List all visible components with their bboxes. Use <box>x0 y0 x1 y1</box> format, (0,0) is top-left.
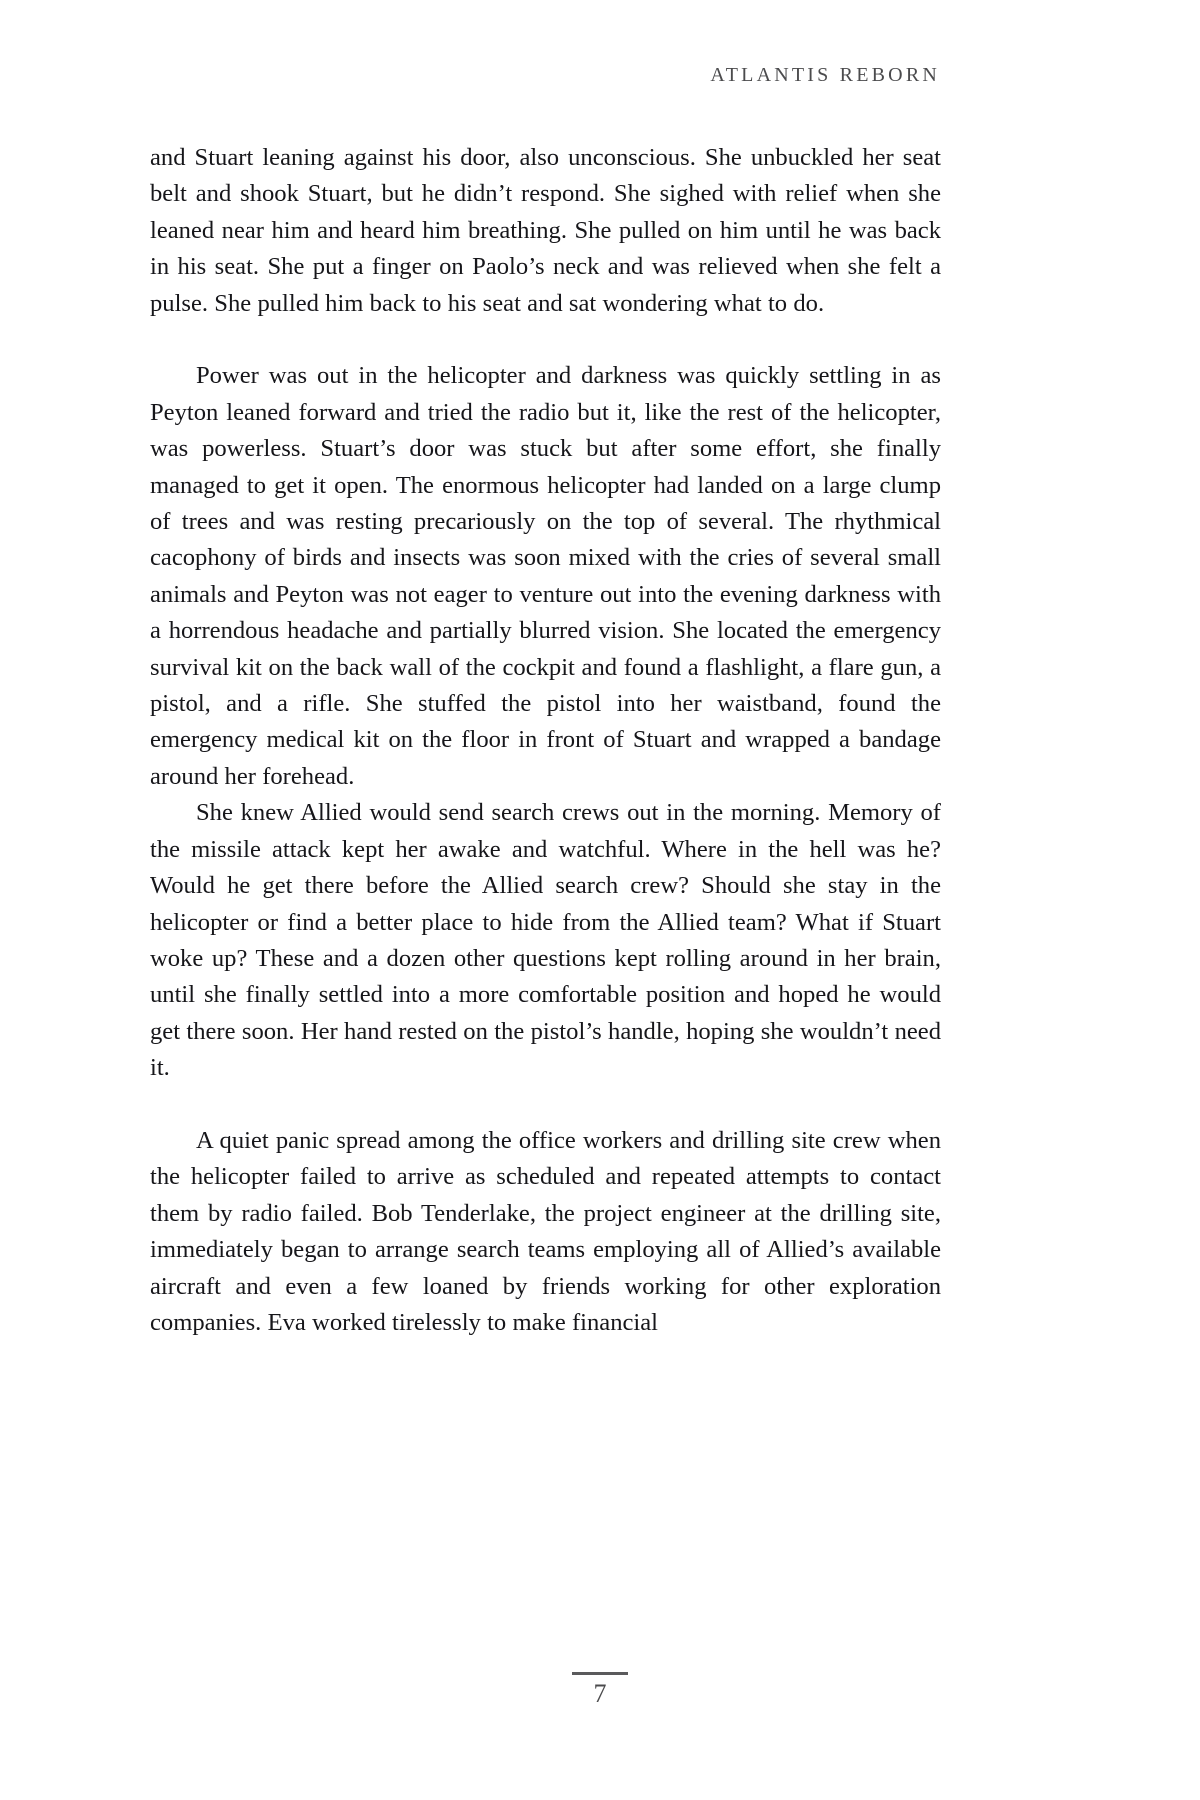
paragraph: She knew Allied would send search crews out in the morning. Memory of the missile attack kept her awake and watchful. Where in the hell was he? Would he get there before the Allied search crew? Should she stay in the helicopter or find a better place to hide from the Allied team? What if Stuart woke up? These and a dozen other questions kept rolling around in her brain, until she finally settled into a more comfortable position and hoped he would get there soon. Her hand rested on the pistol’s handle, hoping she wouldn’t need it. <box>150 799 941 1082</box>
footer-divider <box>572 1672 628 1675</box>
paragraph: and Stuart leaning against his door, also unconscious. She unbuckled her seat belt and shook Stuart, but he didn’t respond. She sighed with relief when she leaned near him and heard him breathing. She pulled on him until he was back in his seat. She put a finger on Paolo’s neck and was relieved when she felt a pulse. She pulled him back to his seat and sat wondering what to do. <box>150 144 941 317</box>
page-footer <box>0 1672 1200 1709</box>
paragraph: Power was out in the helicopter and darkness was quickly settling in as Peyton leaned forward and tried the radio but it, like the rest of the helicopter, was powerless. Stuart’s door was stuck but after some effort, she finally managed to get it open. The enormous helicopter had landed on a large clump of trees and was resting precariously on the top of several. The rhythmical cacophony of birds and insects was soon mixed with the cries of several small animals and Peyton was not eager to venture out into the evening darkness with a horrendous headache and partially blurred vision. She located the emergency survival kit on the back wall of the cockpit and found a flashlight, a flare gun, a pistol, and a rifle. She stuffed the pistol into her waistband, found the emergency medical kit on the floor in front of Stuart and wrapped a bandage around her forehead. <box>150 362 941 790</box>
body-text-block <box>150 140 941 1341</box>
page-number: 7 <box>593 1679 607 1708</box>
paragraph: A quiet panic spread among the office workers and drilling site crew when the helicopter failed to arrive as scheduled and repeated attempts to contact them by radio failed. Bob Tenderlake, the project engineer at the drilling site, immediately began to arrange search teams employing all of Allied’s available aircraft and even a few loaned by friends working for other exploration companies. Eva worked tirelessly to make financial <box>150 1126 941 1336</box>
running-head: ATLANTIS REBORN <box>710 64 940 86</box>
